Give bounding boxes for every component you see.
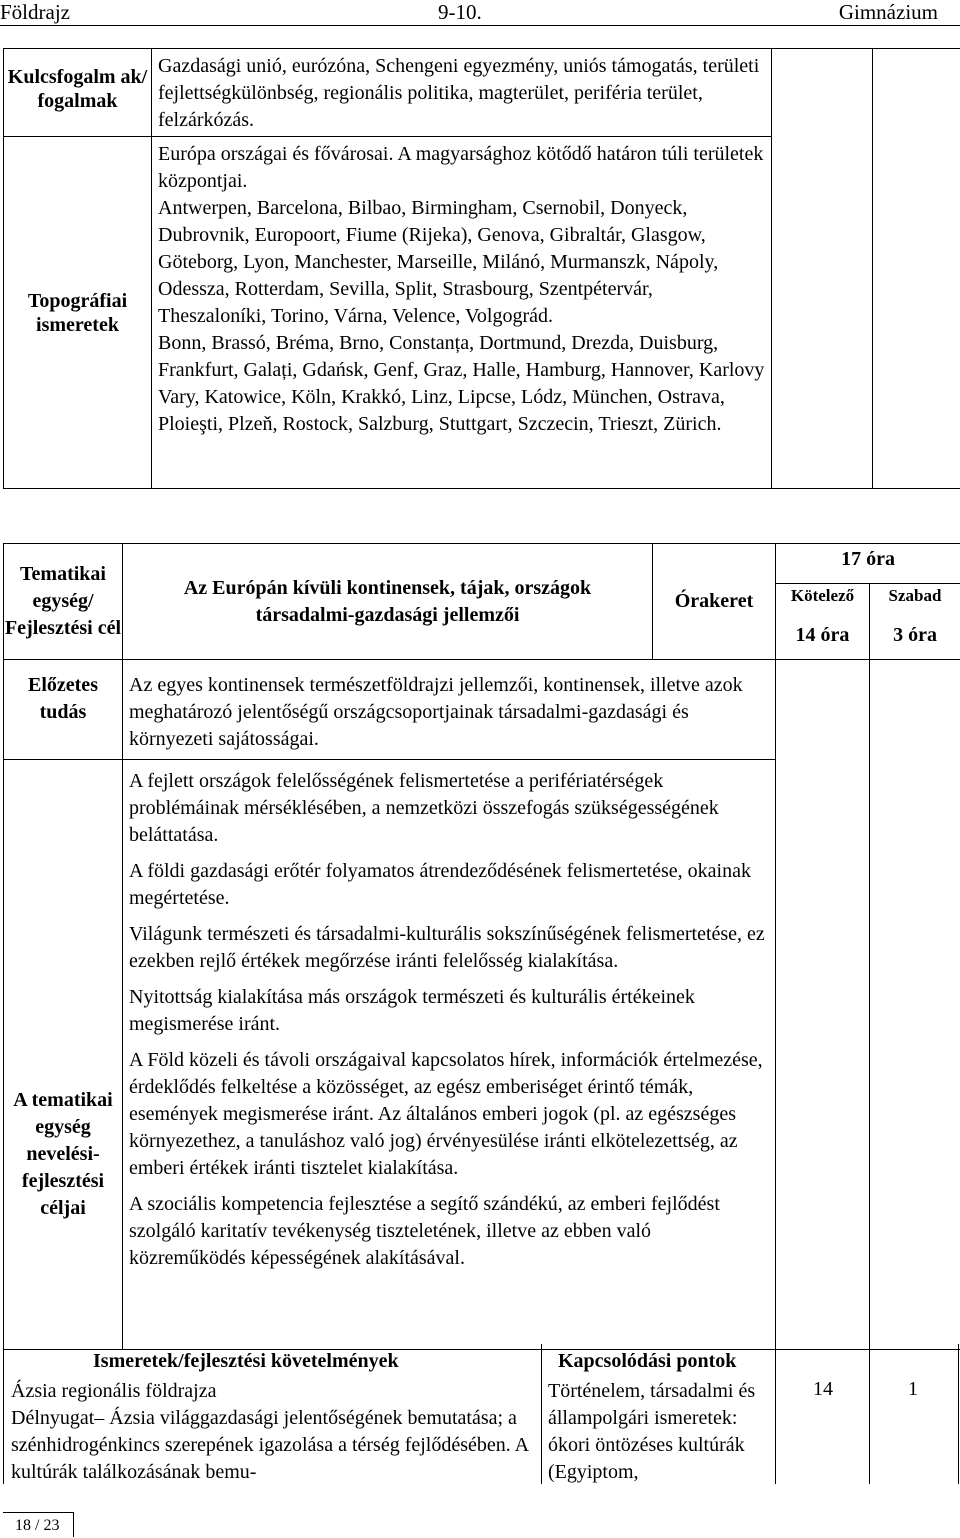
divider — [541, 1344, 542, 1484]
requirements-title: Ázsia regionális földrajza — [11, 1380, 217, 1402]
divider — [958, 1344, 959, 1484]
divider — [3, 1344, 4, 1484]
requirements-body: Délnyugat– Ázsia világgazdasági jelentőségének bemutatása; a szénhidrogénkincs szerepének igazolása a térség fejlődésében. A kultúrák találkozásának bemu- — [11, 1407, 529, 1483]
connections-header: Kapcsolódási pontok — [558, 1350, 737, 1372]
free-label: Szabad — [888, 586, 942, 605]
header-school: Gimnázium — [838, 0, 938, 24]
concepts-table — [3, 48, 960, 489]
page-number: 18 / 23 — [15, 1517, 60, 1534]
hours-mandatory-value: 14 — [813, 1378, 833, 1400]
hours-label: Órakeret — [653, 544, 776, 660]
hours-free-value: 1 — [908, 1378, 918, 1400]
prereq-text: Az egyes kontinensek természetföldrajzi jellemzői, kontinensek, illetve azok meghatározó jelentőségű országcsoportjainak társadalmi-gazdasági és környezeti sajátosságai. — [123, 660, 776, 760]
unit-label: Tematikai egység/ Fejlesztési cél — [4, 544, 123, 660]
unit-title: Az Európán kívüli kontinensek, tájak, országok társadalmi-gazdasági jellemzői — [123, 544, 653, 660]
requirements-header: Ismeretek/fejlesztési követelmények — [93, 1350, 399, 1372]
mandatory-cell — [776, 584, 870, 660]
goal-item: Nyitottság kialakítása más országok természeti és kulturális értékeinek megismerése iránt. — [129, 986, 695, 1035]
key-concepts-text: Gazdasági unió, eurózóna, Schengeni egyezmény, uniós támogatás, területi fejlettségkülönbség, regionális politika, magterület, periféria terület, felzárkózás. — [152, 49, 772, 137]
unit-table — [3, 543, 960, 1350]
page-header — [0, 0, 960, 26]
key-concepts-label: Kulcsfogalm ak/ fogalmak — [4, 49, 152, 137]
empty-col-a — [772, 49, 873, 489]
goal-item: A földi gazdasági erőtér folyamatos átrendeződésének felismertetése, okainak megértetése. — [129, 860, 751, 909]
topography-p1: Európa országai és fővárosai. A magyarsághoz kötődő határon túli területek központjai. — [158, 143, 764, 192]
header-subject: Földrajz — [0, 0, 70, 24]
prereq-label: Előzetes tudás — [4, 660, 123, 760]
mandatory-label: Kötelező — [790, 586, 855, 605]
goal-item: A fejlett országok felelősségének felismertetése a perifériatérségek problémáinak mérséklésében, a nemzetközi összefogás szükségességének beláttatása. — [129, 770, 719, 846]
divider — [869, 1344, 870, 1484]
free-cell — [870, 584, 960, 660]
total-hours: 17 óra — [776, 544, 960, 584]
divider — [775, 1344, 776, 1484]
goal-item: A Föld közeli és távoli országaival kapcsolatos hírek, információk értelmezése, érdeklődés felkeltése a közösséget, az egész emberiséget érintő témák, események megismerése iránt. Az általános emberi jogok (pl. az egészséges környezethez, a tanuláshoz való jog) érvényesülése iránti elkötelezettség, az emberi értékek iránti tisztelet kialakítása. — [129, 1049, 763, 1179]
requirements-section — [3, 1344, 960, 1484]
topography-p3: Bonn, Brassó, Bréma, Brno, Constanța, Dortmund, Drezda, Duisburg, Frankfurt, Galați, Gdańsk, Genf, Graz, Halle, Hamburg, Hannover, Karlovy Vary, Katowice, Köln, Krakkó, Linz, Lipcse, Lódz, München, Ostrava, Ploieşti, Plzeň, Rostock, Salzburg, Stuttgart, Szczecin, Trieszt, Zürich. — [158, 332, 765, 435]
goals-label: A tematikai egység nevelési-fejlesztési céljai — [4, 760, 123, 1350]
requirements-text — [11, 1378, 531, 1486]
goals-text — [123, 760, 776, 1350]
topography-label: Topográfiai ismeretek — [4, 137, 152, 489]
mandatory-hours: 14 óra — [795, 624, 850, 646]
goal-item: A szociális kompetencia fejlesztése a segítő szándékú, az emberi fejlődést szolgáló karitatív tevékenység tiszteletének, illetve az ebben való közreműködés képességének alakításával. — [129, 1193, 720, 1269]
empty-col-b — [873, 49, 960, 489]
empty-col-c — [776, 660, 870, 1350]
topography-p2: Antwerpen, Barcelona, Bilbao, Birmingham, Csernobil, Donyeck, Dubrovnik, Europoort, Fiume (Rijeka), Genova, Gibraltár, Glasgow, Göteborg, Lyon, Manchester, Marseille, Milánó, Murmanszk, Nápoly, Odessza, Rotterdam, Sevilla, Split, Strasbourg, Szentpétervár, Theszaloníki, Torino, Várna, Velence, Volgográd. — [158, 197, 719, 327]
header-rule — [0, 25, 960, 26]
goal-item: Világunk természeti és társadalmi-kulturális sokszínűségének felismertetése, ez ezekben rejlő értékek megőrzése iránti felelősség kialakítása. — [129, 923, 765, 972]
connections-text: Történelem, társadalmi és állampolgári ismeretek: ókori öntözéses kultúrák (Egyiptom, — [548, 1380, 756, 1483]
topography-text — [152, 137, 772, 489]
empty-col-d — [870, 660, 960, 1350]
header-grade: 9-10. — [438, 0, 482, 24]
free-hours: 3 óra — [893, 624, 937, 646]
